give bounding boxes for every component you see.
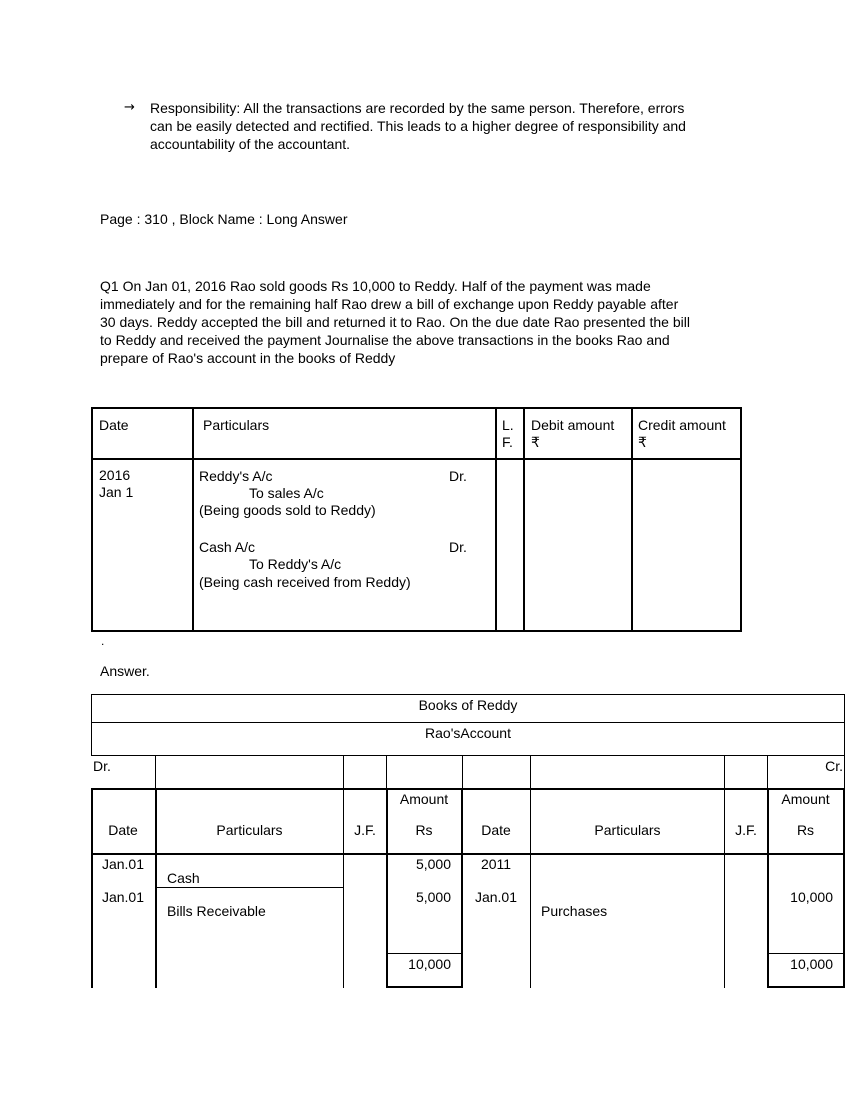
ledger-divider <box>843 788 845 988</box>
journal-header-lf <box>502 417 514 451</box>
journal-header-date: Date <box>99 417 129 433</box>
ledger-divider <box>724 788 725 988</box>
journal-divider <box>192 409 194 630</box>
ledger-debit-date: Jan.01 <box>101 856 145 872</box>
ledger-debit-date: Jan.01 <box>101 889 145 905</box>
paragraph-line: Responsibility: All the transactions are recorded by the same person. Therefore, errors <box>150 100 685 116</box>
ledger-rule <box>91 694 845 695</box>
ledger-rule <box>387 986 462 988</box>
ledger-divider <box>724 755 725 788</box>
question-line: Q1 On Jan 01, 2016 Rao sold goods Rs 10,000 to Reddy. Half of the payment was made <box>100 278 651 294</box>
ledger-divider <box>461 788 463 988</box>
ledger-divider <box>155 788 157 988</box>
ledger-rule <box>768 953 845 954</box>
journal-entry-1-debit: Reddy's A/c <box>199 468 273 484</box>
ledger-credit-date: Jan.01 <box>474 889 518 905</box>
ledger-debit-total: 10,000 <box>408 956 451 972</box>
ledger-header-particulars: Particulars <box>216 822 283 838</box>
ledger-debit-particulars: Bills Receivable <box>167 903 266 919</box>
ledger-account-title: Rao'sAccount <box>425 725 511 741</box>
ledger-credit-total: 10,000 <box>790 956 833 972</box>
ledger-cr-label: Cr. <box>825 758 843 774</box>
journal-entry-2-debit: Cash A/c <box>199 539 256 555</box>
ledger-credit-particulars: Purchases <box>541 903 608 919</box>
journal-day: Jan 1 <box>99 484 134 500</box>
journal-divider <box>523 409 525 630</box>
journal-table <box>91 407 742 632</box>
ledger-divider <box>386 755 387 788</box>
ledger-credit-amount: 10,000 <box>790 889 833 905</box>
question-text <box>100 277 750 367</box>
ledger-credit-year: 2011 <box>480 856 512 872</box>
ledger-table <box>91 694 845 988</box>
journal-header-lf-line: L. <box>502 417 514 433</box>
journal-entry-1-narration: (Being goods sold to Reddy) <box>199 502 376 518</box>
ledger-divider <box>530 755 531 788</box>
ledger-rule <box>91 853 845 855</box>
journal-header-rule <box>93 458 740 460</box>
journal-year: 2016 <box>99 467 131 483</box>
journal-date <box>99 467 133 501</box>
journal-header-particulars: Particulars <box>203 417 270 433</box>
ledger-divider <box>767 755 768 788</box>
journal-divider <box>631 409 633 630</box>
question-line: immediately and for the remaining half Rao drew a bill of exchange upon Reddy payable after <box>100 296 679 312</box>
ledger-rule <box>91 788 845 790</box>
ledger-header-rs: Rs <box>415 822 433 838</box>
ledger-rule <box>768 986 845 988</box>
page-reference: Page : 310 , Block Name : Long Answer <box>100 211 348 227</box>
ledger-header-jf: J.F. <box>354 822 376 838</box>
ledger-debit-amount: 5,000 <box>415 889 451 905</box>
ledger-rule <box>156 887 344 888</box>
journal-entry-1-credit: To sales A/c <box>249 485 324 501</box>
journal-entry-1-dr: Dr. <box>449 468 467 484</box>
ledger-rule <box>91 755 845 756</box>
ledger-header-particulars: Particulars <box>594 822 661 838</box>
ledger-header-amount: Amount <box>399 791 449 807</box>
ledger-header-date: Date <box>481 822 511 838</box>
journal-entry-2-narration: (Being cash received from Reddy) <box>199 574 411 590</box>
rupee-symbol: ₹ <box>638 434 647 450</box>
ledger-divider <box>530 788 531 988</box>
question-line: 30 days. Reddy accepted the bill and returned it to Rao. On the due date Rao presented the bill <box>100 314 690 330</box>
responsibility-paragraph <box>150 99 750 153</box>
ledger-divider <box>343 788 344 988</box>
journal-header-lf-line: F. <box>502 434 513 450</box>
question-line: prepare of Rao's account in the books of Reddy <box>100 350 396 366</box>
journal-header-debit-line: Debit amount <box>531 417 615 433</box>
ledger-book-title: Books of Reddy <box>418 697 518 713</box>
ledger-divider <box>343 755 344 788</box>
ledger-debit-particulars: Cash <box>167 870 200 886</box>
journal-header-debit <box>531 417 614 451</box>
ledger-debit-amount: 5,000 <box>415 856 451 872</box>
ledger-header-rs: Rs <box>796 822 815 838</box>
question-line: to Reddy and received the payment Journalise the above transactions in the books Rao and <box>100 332 670 348</box>
journal-header-credit <box>638 417 726 451</box>
ledger-edge <box>91 788 93 988</box>
ledger-header-jf: J.F. <box>735 822 757 838</box>
ledger-divider <box>155 755 156 788</box>
journal-divider <box>495 409 497 630</box>
ledger-rule <box>387 953 462 954</box>
ledger-rule <box>91 722 845 723</box>
ledger-header-date: Date <box>108 822 138 838</box>
ledger-divider <box>462 755 463 788</box>
journal-header-credit-line: Credit amount <box>638 417 726 433</box>
paragraph-line: can be easily detected and rectified. This leads to a higher degree of responsibility and <box>150 118 686 134</box>
ledger-divider <box>844 755 845 788</box>
paragraph-line: accountability of the accountant. <box>150 136 351 152</box>
arrow-bullet-icon: → <box>124 100 135 115</box>
journal-entry-2-credit: To Reddy's A/c <box>249 556 342 572</box>
rupee-symbol: ₹ <box>531 434 540 450</box>
answer-label: Answer. <box>100 663 150 679</box>
ledger-dr-label: Dr. <box>93 758 111 774</box>
journal-entry-2-dr: Dr. <box>449 539 467 555</box>
ledger-header-amount: Amount <box>781 791 830 807</box>
stray-dot: . <box>101 634 105 648</box>
